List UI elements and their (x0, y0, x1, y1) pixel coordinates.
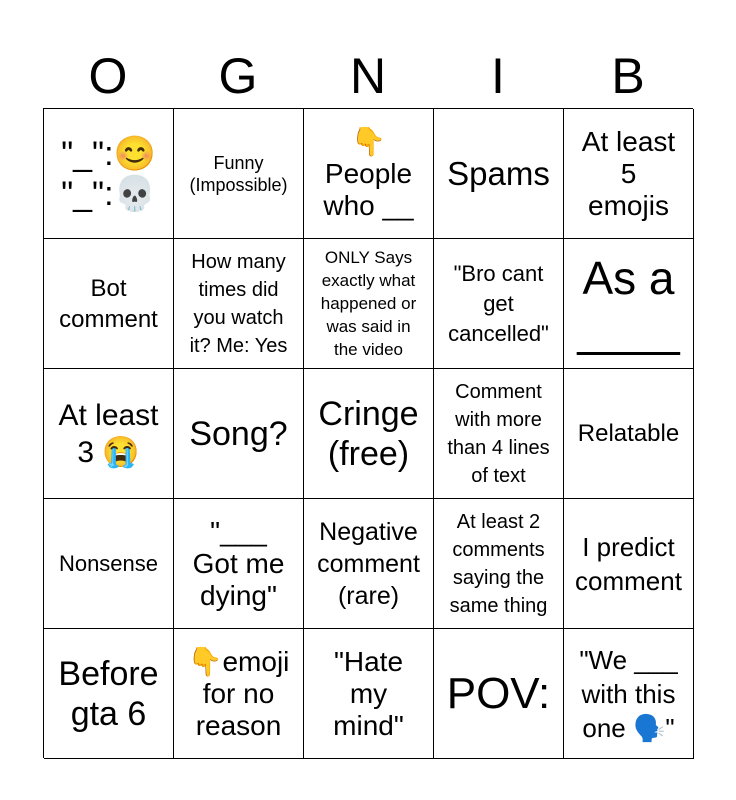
bingo-cell-r4c5[interactable] (564, 499, 694, 629)
bingo-header (43, 44, 693, 108)
header-letter-o: O (88, 48, 128, 104)
cell-text: Funny (Impossible) (189, 152, 288, 195)
bingo-grid (43, 108, 693, 758)
bingo-cell-r5c4[interactable] (434, 629, 564, 759)
cell-text: "___ Got me dying" (192, 515, 285, 611)
cell-text: ONLY Says exactly what happened or was said in the video (320, 248, 417, 359)
header-letter-i: I (491, 48, 505, 104)
bingo-cell-r4c1[interactable] (44, 499, 174, 629)
header-letter-n: N (349, 48, 387, 104)
cell-text: Nonsense (58, 550, 159, 576)
bingo-cell-r2c2[interactable] (174, 239, 304, 369)
cell-text: Negative comment (rare) (317, 517, 420, 610)
cell-text: "_":😊 "_":💀 (61, 134, 156, 213)
bingo-cell-r3c1[interactable] (44, 369, 174, 499)
bingo-cell-r1c1[interactable] (44, 109, 174, 239)
bingo-cell-r2c4[interactable] (434, 239, 564, 369)
cell-text: Comment with more than 4 lines of text (447, 380, 550, 487)
cell-text: Cringe (free) (318, 394, 419, 473)
bingo-cell-r5c2[interactable] (174, 629, 304, 759)
bingo-cell-r3c4[interactable] (434, 369, 564, 499)
bingo-cell-r1c3[interactable] (304, 109, 434, 239)
bingo-cell-r2c1[interactable] (44, 239, 174, 369)
cell-text: Relatable (577, 420, 680, 447)
bingo-cell-r4c4[interactable] (434, 499, 564, 629)
cell-text: 👇 People who __ (323, 125, 414, 221)
bingo-cell-r1c4[interactable] (434, 109, 564, 239)
cell-text: How many times did you watch it? Me: Yes (189, 250, 288, 357)
bingo-cell-r3c3[interactable] (304, 369, 434, 499)
cell-text: At least 5 emojis (581, 125, 676, 221)
cell-text: As a ____ (577, 251, 680, 356)
bingo-cell-r4c2[interactable] (174, 499, 304, 629)
cell-text: "Hate my mind" (333, 645, 404, 741)
cell-text: Bot comment (59, 274, 158, 333)
bingo-cell-r2c5[interactable] (564, 239, 694, 369)
cell-text: 👇emoji for no reason (187, 645, 290, 741)
cell-text: At least 3 😭 (58, 398, 159, 469)
cell-text: "Bro cant get cancelled" (448, 260, 549, 346)
bingo-cell-r3c5[interactable] (564, 369, 694, 499)
header-letter-b: B (611, 48, 645, 104)
cell-text: At least 2 comments saying the same thing (449, 510, 548, 617)
bingo-cell-r5c1[interactable] (44, 629, 174, 759)
bingo-cell-r5c5[interactable] (564, 629, 694, 759)
header-letter-g: G (218, 48, 258, 104)
cell-text: POV: (446, 668, 551, 718)
bingo-cell-r1c5[interactable] (564, 109, 694, 239)
bingo-cell-r1c2[interactable] (174, 109, 304, 239)
bingo-cell-r3c2[interactable] (174, 369, 304, 499)
bingo-cell-r2c3[interactable] (304, 239, 434, 369)
cell-text: Song? (189, 414, 288, 453)
cell-text: Spams (447, 154, 550, 192)
bingo-cell-r4c3[interactable] (304, 499, 434, 629)
bingo-cell-r5c3[interactable] (304, 629, 434, 759)
cell-text: I predict comment (575, 531, 682, 596)
cell-text: Before gta 6 (58, 654, 159, 733)
cell-text: "We ___ with this one 🗣️" (579, 644, 678, 743)
